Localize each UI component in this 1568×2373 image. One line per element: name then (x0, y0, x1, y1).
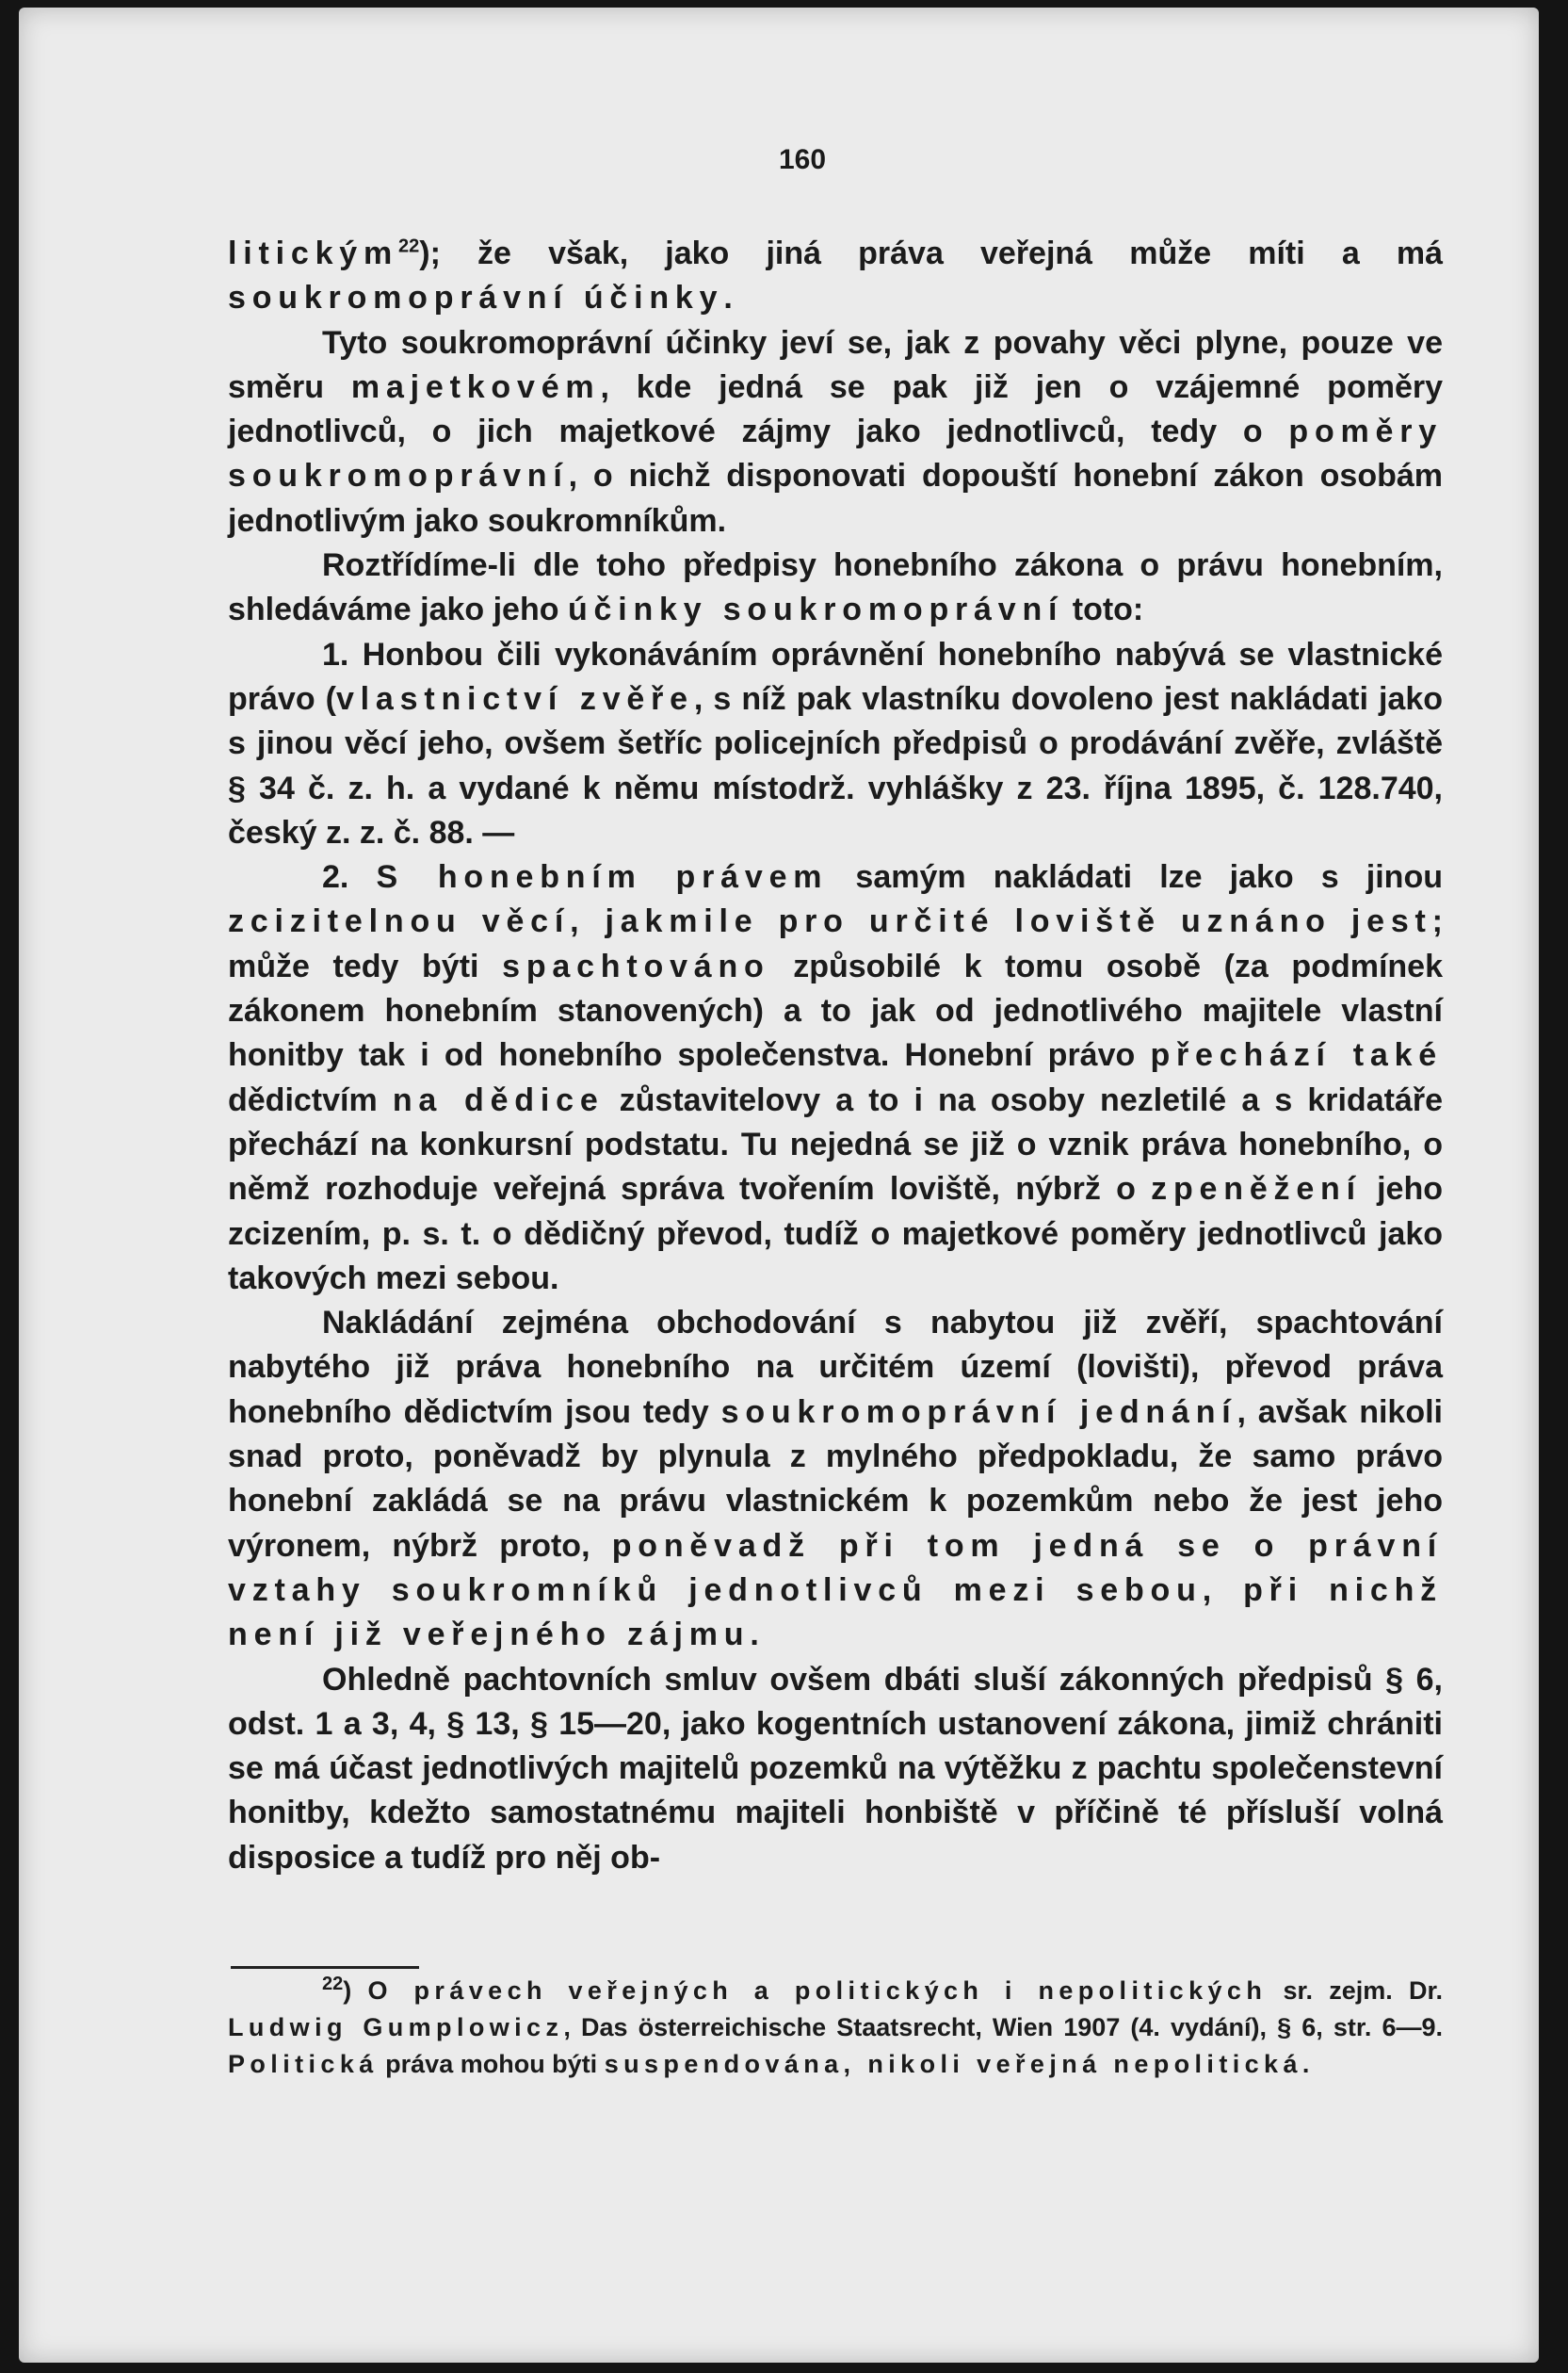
text-run: ); že však, jako jiná práva veřejná může míti a má (419, 236, 1443, 271)
text-run: Nakládání zejména obchodování s nabytou již zvěří, spachtování nabytého již práva honebního na určitém území (lovišti), převod práva honebního dědictvím jsou tedy (228, 1305, 1443, 1430)
text-run: . (750, 1617, 759, 1653)
text-run: , Das österreichische Staatsrecht, Wien 1907 (4. vydání), § 6, str. 6—9. (563, 2013, 1443, 2041)
spaced-emphasis: soukromoprávní jednání (720, 1393, 1237, 1430)
spaced-emphasis: Ludwig Gumplowicz (228, 2013, 564, 2041)
spaced-emphasis: soukromoprávní účinky (228, 280, 724, 317)
spaced-emphasis: přechází také (1150, 1037, 1443, 1074)
spaced-emphasis: spachtováno (502, 948, 770, 984)
spaced-emphasis: na dědice (392, 1081, 605, 1118)
text-run: dědictvím (228, 1081, 393, 1118)
paragraph-6 (228, 1301, 1443, 1657)
book-page (19, 8, 1539, 2363)
spaced-emphasis: suspendována, nikoli veřejná nepolitická (604, 2050, 1302, 2078)
text-run: zůstavitelovy a to i na osoby nezletilé a s kridatáře přechází na konkursní podstatu. Tu nejedná se již o vznik práva honebního, o němž rozhoduje veřejná správa tvořením loviště, nýbrž o (228, 1081, 1443, 1208)
footnote-reference: 22 (398, 236, 420, 257)
spaced-emphasis: účinky soukromoprávní (567, 592, 1064, 628)
spaced-emphasis: poměry soukromoprávní (228, 414, 1443, 495)
text-run: toto: (1063, 592, 1144, 628)
spaced-emphasis: zcizitelnou věcí, jakmile pro určité loviště uznáno jest (228, 903, 1432, 940)
text-run: samým nakládati lze jako s jinou (828, 859, 1443, 896)
paragraph-3 (228, 544, 1443, 633)
paragraph-5 (228, 855, 1443, 1301)
text-run: jeho zcizením, p. s. t. o dědičný převod, tudíž o majetkové poměry jednotlivců jako takových mezi sebou. (228, 1171, 1443, 1296)
text-run: , s níž pak vlastníku dovoleno jest nakládati jako s jinou věcí jeho, ovšem šetříc policejních předpisů o prodávání zvěře, zvláště § 34 č. z. h. a vydané k němu místodrž. vyhlášky z 23. října 1895, č. 128.740, český z. z. č. 88. — (228, 680, 1443, 851)
text-run: , o nichž disponovati dopouští honební zákon osobám jednotlivým jako soukromníkům. (228, 458, 1443, 539)
text-run: . (1301, 2050, 1310, 2078)
footnote (228, 1973, 1443, 2083)
spaced-emphasis: O právech veřejných a politických i nepolitických (367, 1976, 1268, 2005)
text-run: 1. Honbou čili vykonáváním oprávnění honebního nabývá se vlastnické právo ( (228, 636, 1443, 717)
text-run: Tyto soukromoprávní účinky jeví se, jak z povahy věci plyne, pouze ve směru (228, 324, 1443, 405)
footnote-reference: 22 (322, 1974, 344, 1994)
text-run: práva mohou býti (378, 2050, 605, 2078)
paragraph-1 (228, 232, 1443, 321)
text-run: ; může tedy býti (228, 903, 1443, 984)
spaced-emphasis: majetkovém (350, 368, 601, 405)
page-number: 160 (778, 144, 827, 175)
text-run: způsobilé k tomu osobě (za podmínek zákonem honebním stanovených) a to jak od jednotlivého majitele vlastní honitby tak i od honebního společenstva. Honební právo (228, 948, 1444, 1074)
text-run: , kde jedná se pak již jen o vzájemné poměry jednotlivců, o jich majetkové zájmy jako jednotlivců, tedy o (228, 368, 1443, 450)
spaced-emphasis: litickým (228, 236, 399, 271)
body-text (228, 232, 1443, 1880)
spaced-emphasis: zpeněžení (1151, 1171, 1362, 1208)
text-run: Ohledně pachtovních smluv ovšem dbáti sluší zákonných předpisů § 6, odst. 1 a 3, 4, § 13, § 15—20, jako kogentních ustanovení zákona, jimiž chrániti se má účast jednotlivých majitelů pozemků na výtěžku z pachtu společenstevní honitby, kdežto samostatnému majiteli honbiště v příčině té přísluší volná disposice a tudíž pro něj ob- (228, 1661, 1443, 1876)
spaced-emphasis: vlastnictví zvěře (335, 680, 694, 717)
text-run: Roztřídíme-li dle toho předpisy honebního zákona o právu honebním, shledáváme jako jeho (228, 547, 1443, 628)
text-run: 2. (322, 859, 377, 896)
spaced-emphasis: poněvadž při tom jedná se o právní vztahy soukromníků jednotlivců mezi sebou, při nichž není již veřejného zájmu (228, 1527, 1444, 1653)
text-run: ) (343, 1976, 368, 2005)
text-run: . (723, 280, 733, 317)
spaced-emphasis: Politická (228, 2050, 379, 2078)
text-run: sr. zejm. Dr. (1267, 1976, 1443, 2005)
spaced-emphasis: S honebním právem (376, 859, 829, 896)
paragraph-2 (228, 321, 1443, 544)
footnote-divider (231, 1966, 419, 1969)
paragraph-7 (228, 1658, 1443, 1880)
text-run: , avšak nikoli snad proto, poněvadž by plynula z mylného předpokladu, že samo právo honební zakládá se na právu vlastnickém k pozemkům nebo že jest jeho výronem, nýbrž proto, (228, 1393, 1443, 1564)
paragraph-4 (228, 633, 1443, 855)
